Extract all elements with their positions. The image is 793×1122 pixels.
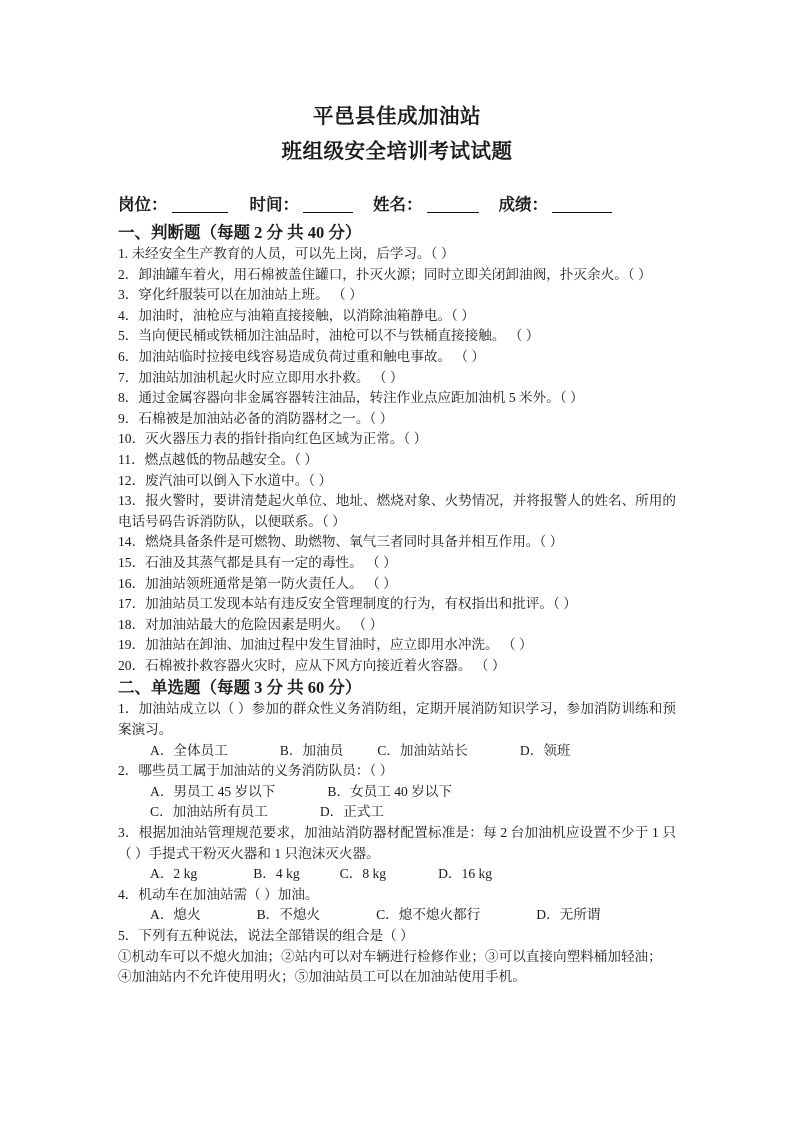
position-label: 岗位： <box>118 195 168 214</box>
option-a[interactable]: A．熄火 <box>150 907 201 923</box>
question-item: 9．石棉被是加油站必备的消防器材之一。（ ） <box>118 410 394 426</box>
section-heading-true-false: 一、判断题（每题 2 分 共 40 分） <box>118 223 362 242</box>
option-a[interactable]: A．男员工 45 岁以下 <box>150 783 276 799</box>
question-stem: 4．机动车在加油站需（ ）加油。 <box>118 886 319 902</box>
question-item: 14．燃烧具备条件是可燃物、助燃物、氧气三者同时具备并相互作用。（ ） <box>118 534 564 550</box>
option-d[interactable]: D．领班 <box>519 742 571 758</box>
question-item: 1. 未经安全生产教育的人员，可以先上岗，后学习。（ ） <box>118 246 455 261</box>
question-item: 8．通过金属容器向非金属容器转注油品，转注作业点应距加油机 5 米外。（ ） <box>118 390 584 406</box>
page-title-line2: 班组级安全培训考试试题 <box>281 141 513 163</box>
single-choice-question-list <box>118 699 676 987</box>
name-field <box>373 194 479 216</box>
question-item: 6．加油站临时拉接电线容易造成负荷过重和触电事故。 （ ） <box>118 348 486 364</box>
page-title-line1: 平邑县佳成加油站 <box>313 106 481 128</box>
exam-info-row <box>118 194 676 216</box>
question-item: 19．加油站在卸油、加油过程中发生冒油时，应立即用水冲洗。 （ ） <box>118 637 533 653</box>
time-label: 时间： <box>249 195 299 214</box>
name-label: 姓名： <box>373 195 423 214</box>
option-row <box>118 864 676 885</box>
question-item: 10．灭火器压力表的指针指向红色区域为正常。（ ） <box>118 431 428 447</box>
question-item: 2．卸油罐车着火，用石棉被盖住罐口，扑灭火源；同时立即关闭卸油阀，扑灭余火。（ ） <box>118 266 652 282</box>
option-d[interactable]: D．正式工 <box>319 804 385 820</box>
question-item: 18．对加油站最大的危险因素是明火。 （ ） <box>118 616 384 632</box>
section-heading-single-choice: 二、单选题（每题 3 分 共 60 分） <box>118 678 362 698</box>
option-b[interactable]: B．女员工 40 岁以下 <box>327 783 452 799</box>
question-stem: 3．根据加油站管理规范要求，加油站消防器材配置标准是：每 2 台加油机应设置不少于 1 只（ ）手提式干粉灭火器和 1 只泡沫灭火器。 <box>118 825 676 861</box>
question-stem: 2．哪些员工属于加油站的义务消防队员：（ ） <box>118 763 394 779</box>
question-item: 11．燃点越低的物品越安全。（ ） <box>118 451 318 467</box>
option-d[interactable]: D．无所谓 <box>536 907 601 923</box>
question-item: 12．废汽油可以倒入下水道中。（ ） <box>118 472 333 488</box>
time-field <box>250 194 354 216</box>
option-b[interactable]: B．4 kg <box>253 866 300 882</box>
option-b[interactable]: B．不熄火 <box>256 907 321 923</box>
option-a[interactable]: A．全体员工 <box>150 742 228 758</box>
option-b[interactable]: B．加油员 <box>279 742 344 758</box>
position-field <box>118 194 228 216</box>
option-row <box>118 782 676 803</box>
question-stem: 5．下列有五种说法，说法全部错误的组合是（ ） <box>118 928 414 943</box>
option-row <box>118 741 676 762</box>
option-row <box>118 802 676 823</box>
choice-question <box>118 885 676 926</box>
question-item: 5．当向便民桶或铁桶加注油品时，油枪可以不与铁桶直接接触。 （ ） <box>118 328 540 344</box>
score-field <box>499 194 613 216</box>
question-item: 20．石棉被扑救容器火灾时，应从下风方向接近着火容器。 （ ） <box>118 657 506 673</box>
statement-line: ④加油站内不允许使用明火；⑤加油站员工可以在加油站使用手机。 <box>118 969 526 985</box>
question-item: 17．加油站员工发现本站有违反安全管理制度的行为，有权指出和批评。（ ） <box>118 596 577 612</box>
score-input-blank[interactable] <box>552 212 612 213</box>
option-c[interactable]: C．加油站所有员工 <box>150 804 268 820</box>
question-item: 13．报火警时，要讲清楚起火单位、地址、燃烧对象、火势情况，并将报警人的姓名、所用的电话号码告诉消防队，以便联系。（ ） <box>118 493 676 529</box>
question-item: 7．加油站加油机起火时应立即用水扑救。 （ ） <box>118 369 404 385</box>
true-false-question-list <box>118 244 676 676</box>
question-item: 16．加油站领班通常是第一防火责任人。 （ ） <box>118 575 397 591</box>
question-item: 3．穿化纤服装可以在加油站上班。 （ ） <box>118 287 363 303</box>
question-item: 4．加油时，油枪应与油箱直接接触，以消除油箱静电。（ ） <box>118 307 475 323</box>
question-item: 15．石油及其蒸气都是具有一定的毒性。 （ ） <box>118 554 397 570</box>
statement-line: ①机动车可以不熄火加油；②站内可以对车辆进行检修作业；③可以直接向塑料桶加轻油； <box>118 948 662 964</box>
option-c[interactable]: C．熄不熄火都行 <box>376 907 481 923</box>
name-input-blank[interactable] <box>427 212 479 213</box>
choice-question <box>118 699 676 761</box>
choice-question <box>118 926 676 988</box>
choice-question <box>118 761 676 823</box>
score-label: 成绩： <box>498 195 548 214</box>
option-a[interactable]: A．2 kg <box>150 866 198 882</box>
option-row <box>118 905 676 926</box>
option-c[interactable]: C．8 kg <box>339 866 387 882</box>
choice-question <box>118 823 676 885</box>
question-stem: 1．加油站成立以（ ）参加的群众性义务消防组，定期开展消防知识学习，参加消防训练和预案演习。 <box>118 701 676 738</box>
option-c[interactable]: C．加油站站长 <box>377 742 468 758</box>
position-input-blank[interactable] <box>172 212 228 213</box>
option-d[interactable]: D．16 kg <box>438 866 493 882</box>
time-input-blank[interactable] <box>303 212 353 213</box>
